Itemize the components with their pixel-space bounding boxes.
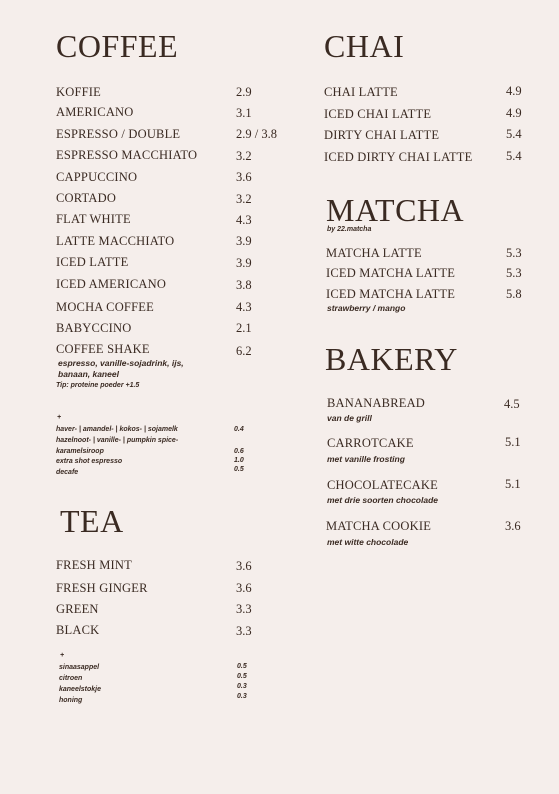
coffee-item-name: ICED LATTE: [56, 255, 129, 269]
coffee-item-price: 2.9: [236, 85, 252, 99]
tea-item-name: FRESH GINGER: [56, 581, 148, 595]
coffee-shake-description: banaan, kaneel: [58, 369, 119, 379]
coffee-shake-tip: Tip: proteine poeder +1.5: [56, 382, 140, 389]
chai-item-price: 5.4: [506, 127, 522, 141]
coffee-item-price: 3.1: [236, 106, 252, 120]
coffee-item-price: 3.9: [236, 234, 252, 248]
bakery-item-price: 5.1: [505, 435, 521, 449]
matcha-item-name: ICED MATCHA LATTE: [326, 287, 456, 301]
matcha-byline: by 22.matcha: [327, 226, 372, 233]
coffee-item-price: 3.9: [236, 256, 252, 270]
chai-title: CHAI: [324, 28, 405, 64]
tea-item-price: 3.6: [236, 559, 252, 573]
bakery-item-price: 5.1: [505, 477, 521, 491]
tea-item-price: 3.3: [236, 624, 252, 638]
tea-item-name: FRESH MINT: [56, 558, 132, 572]
matcha-item-price: 5.3: [506, 266, 522, 280]
tea-title: TEA: [60, 503, 124, 539]
bakery-item-sub: met drie soorten chocolade: [327, 495, 438, 505]
coffee-extras-plus: +: [57, 414, 62, 421]
coffee-extra-name: extra shot espresso: [56, 458, 123, 465]
coffee-extra-name: karamelsiroop: [56, 448, 104, 455]
tea-item-name: BLACK: [56, 623, 100, 637]
bakery-item-sub: met witte chocolade: [327, 537, 409, 547]
coffee-item-price: 2.1: [236, 321, 252, 335]
coffee-extra-name: decafe: [56, 469, 79, 476]
coffee-item-price: 3.2: [236, 192, 252, 206]
tea-item-price: 3.3: [236, 602, 252, 616]
coffee-item-name: KOFFIE: [56, 85, 101, 99]
chai-item-price: 4.9: [506, 84, 522, 98]
chai-item-name: DIRTY CHAI LATTE: [324, 128, 440, 142]
bakery-item-sub: van de grill: [327, 413, 372, 423]
coffee-title: COFFEE: [56, 28, 179, 64]
tea-extras-plus: +: [60, 652, 65, 659]
coffee-item-price: 4.3: [236, 213, 252, 227]
coffee-extra-price: 0.6: [234, 448, 244, 455]
tea-extra-name: honing: [59, 697, 83, 704]
coffee-item-price: 3.8: [236, 278, 252, 292]
coffee-item-price: 4.3: [236, 300, 252, 314]
coffee-item-name: ESPRESSO / DOUBLE: [56, 127, 181, 141]
matcha-item-price: 5.3: [506, 246, 522, 260]
bakery-item-name: CHOCOLATECAKE: [327, 478, 438, 492]
coffee-item-price: 3.6: [236, 170, 252, 184]
coffee-item-name: BABYCCINO: [56, 321, 132, 335]
bakery-item-name: CARROTCAKE: [327, 436, 414, 450]
bakery-item-price: 3.6: [505, 519, 521, 533]
matcha-item-sub: strawberry / mango: [327, 303, 406, 313]
tea-extra-price: 0.3: [237, 683, 247, 690]
tea-extra-name: kaneelstokje: [59, 686, 102, 693]
coffee-item-price: 2.9 / 3.8: [236, 127, 277, 141]
coffee-extra-price: 0.5: [234, 466, 244, 473]
matcha-item-name: MATCHA LATTE: [326, 246, 422, 260]
coffee-item-price: 6.2: [236, 344, 252, 358]
bakery-item-sub: met vanille frosting: [327, 454, 405, 464]
tea-item-price: 3.6: [236, 581, 252, 595]
coffee-item-price: 3.2: [236, 149, 252, 163]
coffee-item-name: FLAT WHITE: [56, 212, 131, 226]
coffee-extra-name: haver- | amandel- | kokos- | sojamelk: [56, 426, 178, 433]
tea-extra-price: 0.5: [237, 663, 247, 670]
coffee-item-name: CAPPUCCINO: [56, 170, 138, 184]
coffee-item-name: ESPRESSO MACCHIATO: [56, 148, 198, 162]
coffee-item-name: CORTADO: [56, 191, 117, 205]
coffee-shake-description: espresso, vanille-sojadrink, ijs,: [58, 358, 184, 368]
bakery-item-name: MATCHA COOKIE: [326, 519, 432, 533]
coffee-extra-name: hazelnoot- | vanille- | pumpkin spice-: [56, 437, 179, 444]
coffee-extra-price: 1.0: [234, 457, 244, 464]
coffee-item-name: ICED AMERICANO: [56, 277, 167, 291]
coffee-item-name: MOCHA COFFEE: [56, 300, 154, 314]
chai-item-price: 4.9: [506, 106, 522, 120]
chai-item-price: 5.4: [506, 149, 522, 163]
coffee-item-name: COFFEE SHAKE: [56, 342, 150, 356]
chai-item-name: ICED CHAI LATTE: [324, 107, 432, 121]
tea-item-name: GREEN: [56, 602, 99, 616]
bakery-item-price: 4.5: [504, 397, 520, 411]
matcha-item-price: 5.8: [506, 287, 522, 301]
bakery-title: BAKERY: [325, 341, 458, 377]
tea-extra-name: citroen: [59, 675, 83, 682]
chai-item-name: ICED DIRTY CHAI LATTE: [324, 150, 473, 164]
matcha-title: MATCHA: [326, 192, 465, 228]
coffee-item-name: LATTE MACCHIATO: [56, 234, 175, 248]
chai-item-name: CHAI LATTE: [324, 85, 398, 99]
tea-extra-name: sinaasappel: [59, 664, 100, 671]
tea-extra-price: 0.3: [237, 693, 247, 700]
coffee-extra-price: 0.4: [234, 426, 244, 433]
tea-extra-price: 0.5: [237, 673, 247, 680]
bakery-item-name: BANANABREAD: [327, 396, 426, 410]
matcha-item-name: ICED MATCHA LATTE: [326, 266, 456, 280]
coffee-item-name: AMERICANO: [56, 105, 134, 119]
